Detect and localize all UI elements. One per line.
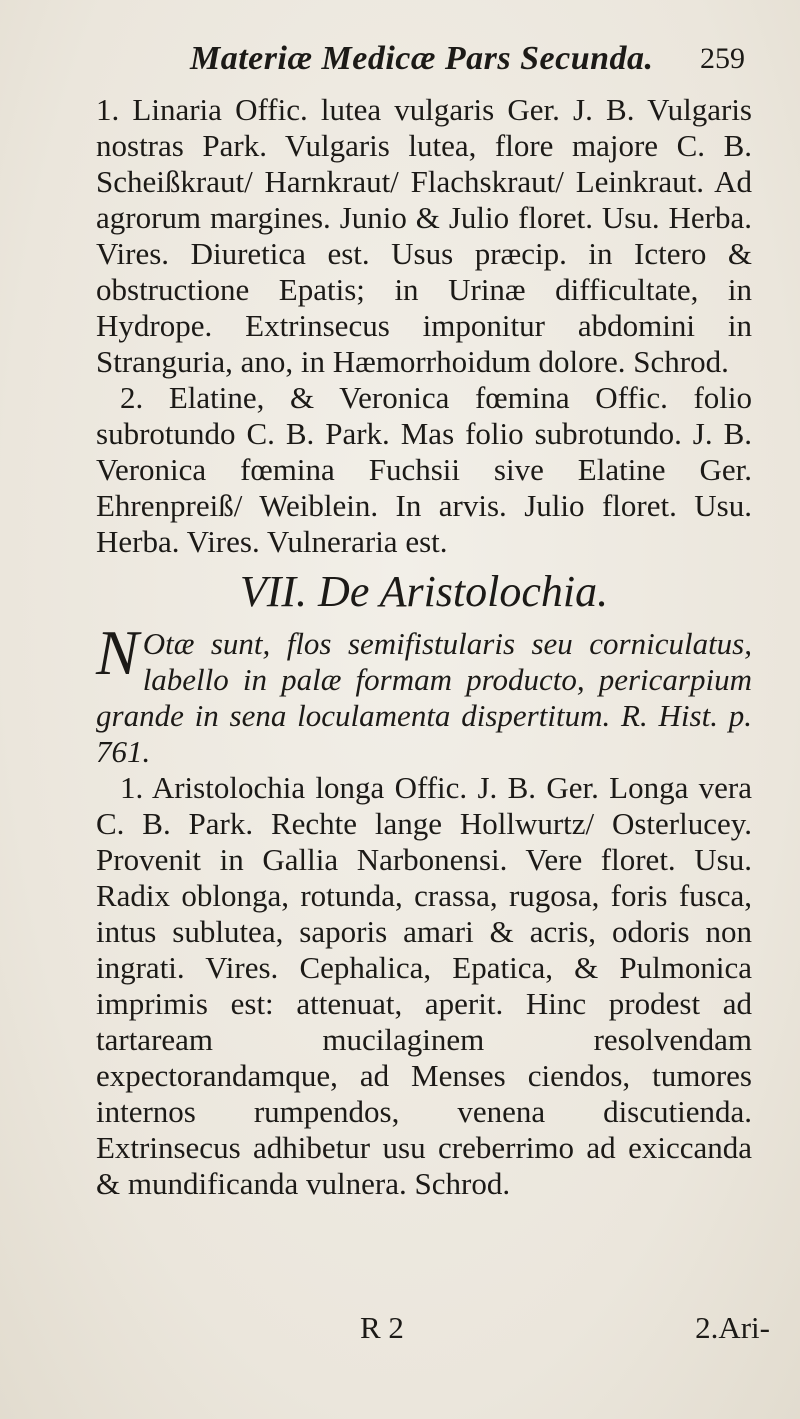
entry-elatine: 2. Elatine, & Veronica fœmina Offic. folio subrotundo C. B. Park. Mas folio subrotundo. J. B. Veronica fœmina Fuchsii sive Elatine Ger. Ehrenpreiß/ Weiblein. In arvis. Julio floret. Usu. Herba. Vires. Vulneraria est. xyxy=(96,380,752,559)
entry-linaria: 1. Linaria Offic. lutea vulgaris Ger. J. B. Vulgaris nostras Park. Vulgaris lutea, flore majore C. B. Scheißkraut/ Harnkraut/ Flachskraut/ Leinkraut. Ad agrorum margines. Junio & Julio floret. Usu. Herba. Vires. Diuretica est. Usus præcip. in Ictero & obstructione Epatis; in Urinæ difficultate, in Hydrope. Extrinsecus imponitur abdomini in Stranguria, ano, in Hæmorrhoidum dolore. Schrod. xyxy=(96,92,752,379)
entry-aristolochia-longa: 1. Aristolochia longa Offic. J. B. Ger. Longa vera C. B. Park. Rechte lange Hollwurtz/ Osterlucey. Provenit in Gallia Narbonensi. Vere floret. Usu. Radix oblonga, rotunda, crassa, rugosa, foris fusca, intus sublutea, saporis amari & acris, odoris non ingrati. Vires. Cephalica, Epatica, & Pulmonica imprimis est: attenuat, aperit. Hinc prodest ad tartaream mucilaginem resolvendam expectorandamque, ad Menses ciendos, tumores internos rumpendos, venena discutienda. Extrinsecus adhibetur usu creberrimo ad exiccanda & mundificanda vulnera. Schrod. xyxy=(96,770,752,1201)
signature-mark: R 2 xyxy=(360,1310,404,1345)
page-number: 259 xyxy=(700,42,745,75)
drop-cap: N xyxy=(96,617,139,688)
running-title: Materiæ Medicæ Pars Secunda. xyxy=(190,40,654,77)
catchword: 2.Ari- xyxy=(695,1310,770,1345)
section-heading: VII. De Aristolochia. xyxy=(239,567,609,616)
page-header xyxy=(95,40,745,84)
section-intro xyxy=(96,617,752,770)
page-footer xyxy=(360,1310,770,1350)
page-body xyxy=(96,92,752,1202)
section-intro-text: Otæ sunt, flos semifistularis seu corniculatus, labello in palæ formam producto, pericarpium grande in sena loculamenta dispertitum. R. Hist. p. 761. xyxy=(96,626,752,769)
